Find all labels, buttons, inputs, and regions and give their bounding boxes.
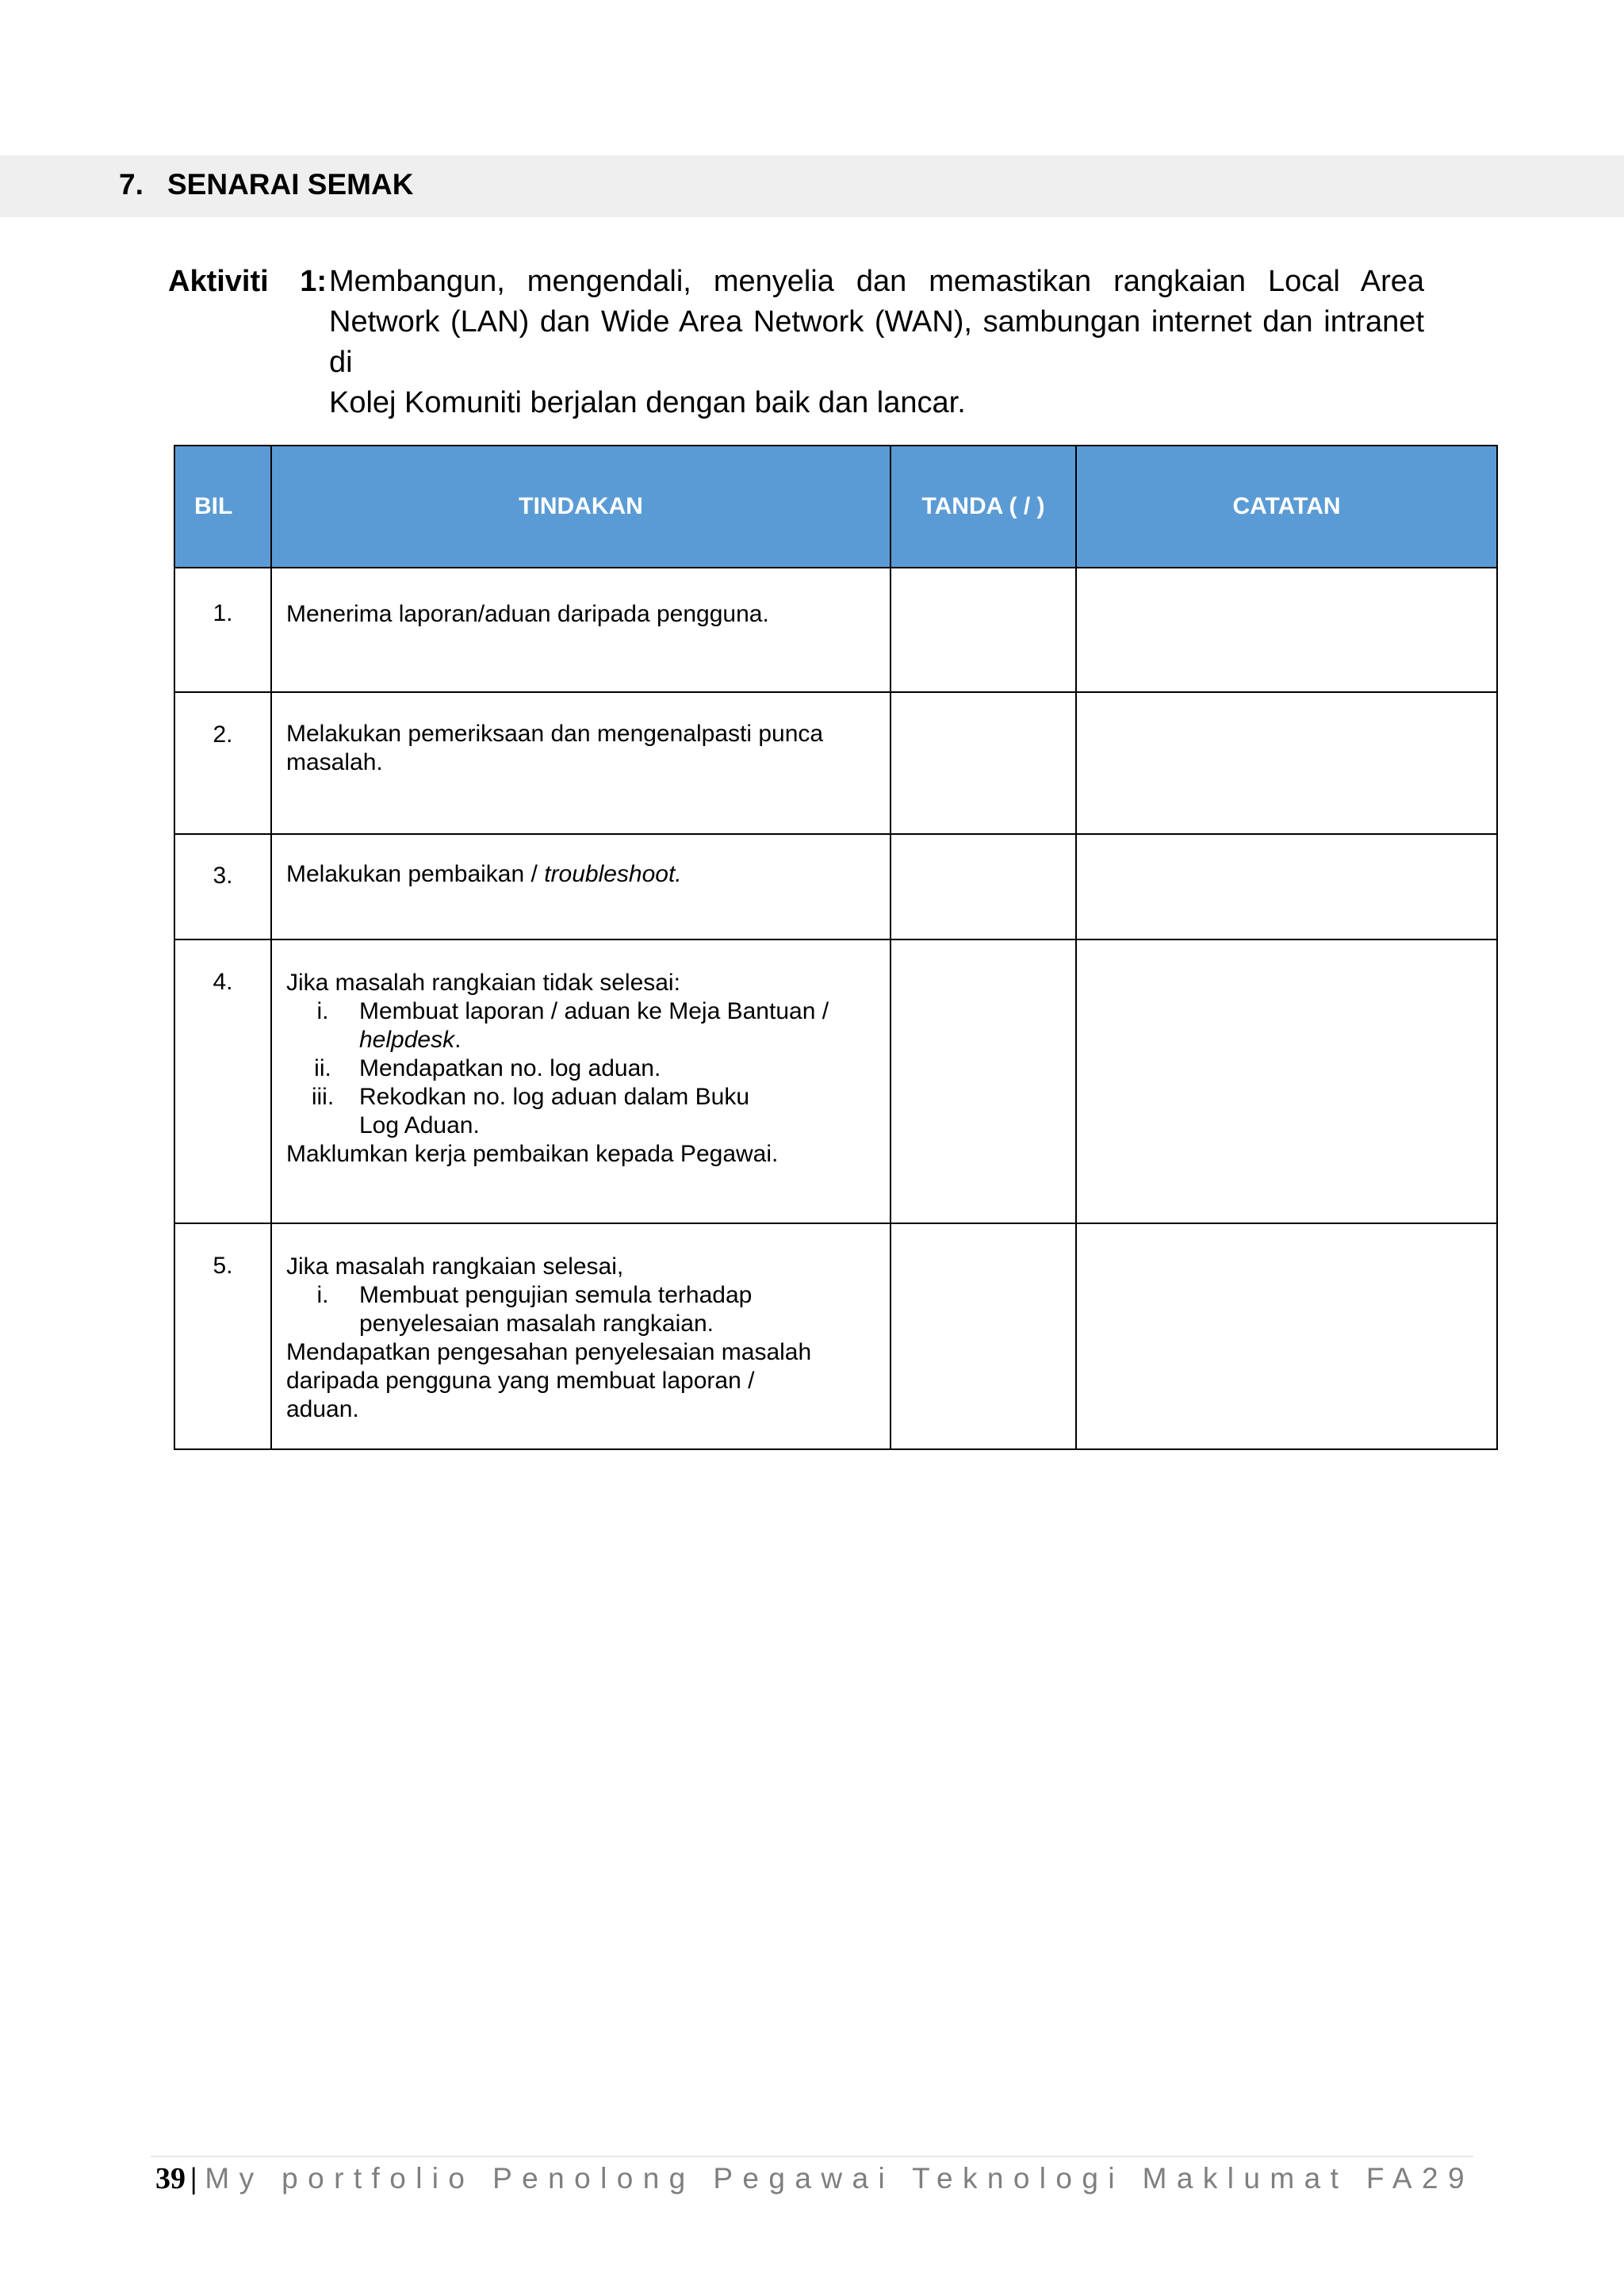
header-catatan: CATATAN <box>1076 446 1497 568</box>
activity-line-2: Network (LAN) dan Wide Area Network (WAN), sambungan internet dan intranet di <box>329 305 1424 379</box>
table-row <box>174 692 1497 834</box>
page-footer <box>155 2161 1474 2196</box>
section-title-text: SENARAI SEMAK <box>167 168 414 201</box>
row-intro: Jika masalah rangkaian selesai, <box>286 1253 624 1280</box>
footer-separator: | <box>190 2162 197 2195</box>
activity-line-3: Kolej Komuniti berjalan dengan baik dan lancar. <box>329 386 966 419</box>
activity-label <box>168 262 327 302</box>
list-item-plain: Membuat laporan / aduan ke Meja Bantuan / <box>359 998 829 1024</box>
tanda-cell[interactable] <box>891 834 1076 939</box>
checklist-table <box>174 445 1498 1450</box>
list-item-text: Mendapatkan no. log aduan. <box>359 1055 661 1081</box>
list-item-tail: . <box>454 1027 462 1053</box>
tanda-cell[interactable] <box>891 1223 1076 1449</box>
list-item <box>286 1281 875 1338</box>
activity-label-word: Aktiviti <box>168 265 269 298</box>
table-row <box>174 568 1497 692</box>
list-item-number: i. <box>316 1282 329 1308</box>
row-action <box>271 939 891 1223</box>
row-intro: Jika masalah rangkaian tidak selesai: <box>286 970 680 996</box>
activity-description <box>168 262 1424 423</box>
row-number: 2. <box>174 692 271 834</box>
activity-text <box>329 262 1424 423</box>
footer-divider <box>151 2156 1473 2157</box>
section-title <box>119 168 413 201</box>
page-number: 39 <box>155 2162 186 2195</box>
list-item-text <box>359 997 875 1054</box>
header-tanda: TANDA ( / ) <box>891 446 1076 568</box>
activity-line-1: Membangun, mengendali, menyelia dan memastikan rangkaian Local Area <box>329 265 1424 298</box>
footer-title: My portfolio Penolong Pegawai Teknologi Maklumat FA29 <box>205 2162 1474 2195</box>
row-number: 1. <box>174 568 271 692</box>
list-item <box>286 1054 875 1083</box>
tanda-cell[interactable] <box>891 692 1076 834</box>
row-number: 5. <box>174 1223 271 1449</box>
catatan-cell[interactable] <box>1076 568 1497 692</box>
row-action <box>271 1223 891 1449</box>
row-outro: Maklumkan kerja pembaikan kepada Pegawai. <box>286 1141 779 1167</box>
row-action-italic: troubleshoot. <box>544 861 682 887</box>
table-header-row <box>174 446 1497 568</box>
list-item-text: Membuat pengujian semula terhadap penyelesaian masalah rangkaian. <box>359 1282 753 1337</box>
row-number: 4. <box>174 939 271 1223</box>
catatan-cell[interactable] <box>1076 834 1497 939</box>
table-row <box>174 1223 1497 1449</box>
row-outro: Mendapatkan pengesahan penyelesaian masalah daripada pengguna yang membuat laporan / aduan. <box>286 1339 812 1422</box>
list-item <box>286 997 875 1054</box>
row-action: Menerima laporan/aduan daripada pengguna. <box>271 568 891 692</box>
list-item-italic: helpdesk <box>359 1027 455 1053</box>
tanda-cell[interactable] <box>891 939 1076 1223</box>
catatan-cell[interactable] <box>1076 1223 1497 1449</box>
row-action-text: Melakukan pembaikan / <box>286 861 545 887</box>
list-item-number: ii. <box>314 1055 331 1081</box>
header-tindakan: TINDAKAN <box>271 446 891 568</box>
section-number: 7. <box>119 168 144 201</box>
catatan-cell[interactable] <box>1076 939 1497 1223</box>
row-action: Melakukan pemeriksaan dan mengenalpasti punca masalah. <box>271 692 891 834</box>
tanda-cell[interactable] <box>891 568 1076 692</box>
table-row <box>174 939 1497 1223</box>
row-number: 3. <box>174 834 271 939</box>
table-row <box>174 834 1497 939</box>
list-item-number: iii. <box>311 1084 335 1110</box>
activity-label-number: 1: <box>300 265 327 298</box>
list-item-number: i. <box>316 998 329 1024</box>
list-item <box>286 1083 875 1140</box>
catatan-cell[interactable] <box>1076 692 1497 834</box>
row-action <box>271 834 891 939</box>
list-item-text: Rekodkan no. log aduan dalam Buku Log Aduan. <box>359 1084 750 1138</box>
header-bil: BIL <box>174 446 271 568</box>
